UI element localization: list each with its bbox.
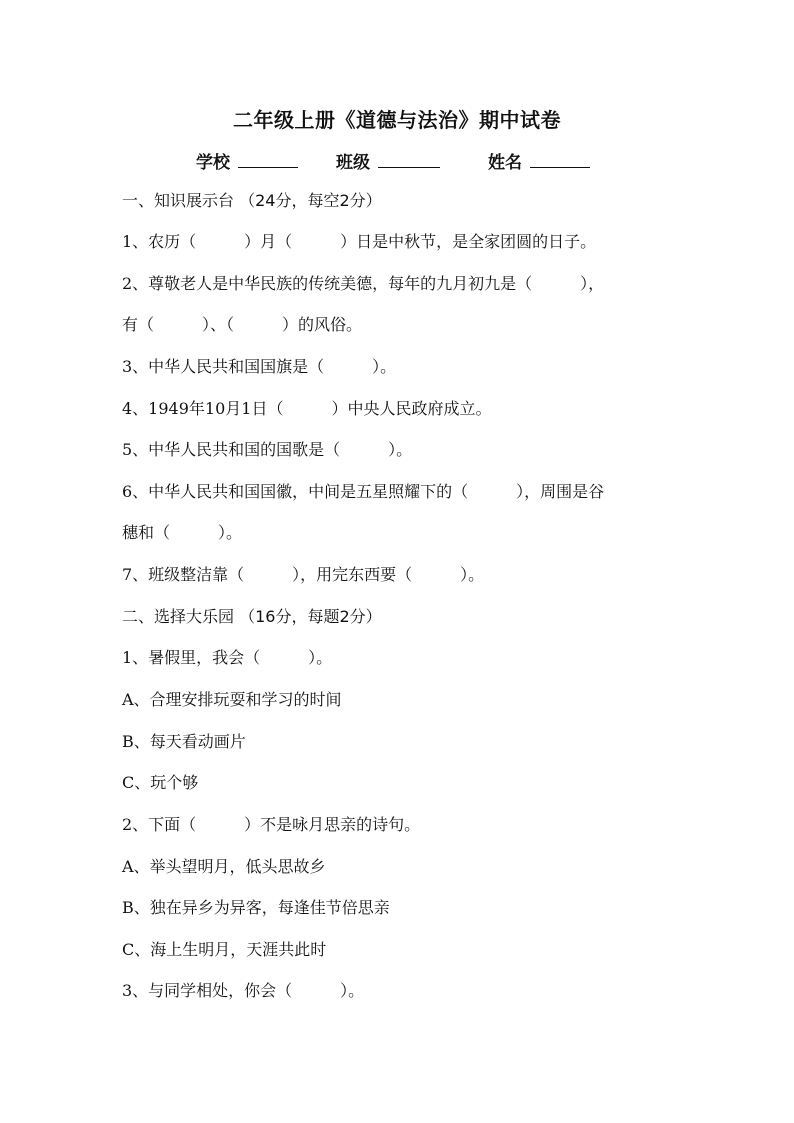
school-blank bbox=[238, 151, 298, 168]
question-line: 1、暑假里，我会（ ）。 bbox=[122, 648, 333, 667]
question-line: 2、下面（ ）不是咏月思亲的诗句。 bbox=[122, 815, 421, 834]
school-label: 学校 bbox=[196, 153, 230, 173]
option-line: C、玩个够 bbox=[122, 773, 199, 792]
option-line: A、合理安排玩耍和学习的时间 bbox=[122, 690, 342, 709]
section-1-heading: 一、知识展示台 （24分，每空2分） bbox=[122, 191, 382, 210]
class-label: 班级 bbox=[336, 153, 370, 173]
name-field bbox=[488, 148, 590, 173]
class-field bbox=[336, 148, 440, 173]
question-line: 2、尊敬老人是中华民族的传统美德，每年的九月初九是（ ）， bbox=[122, 274, 605, 293]
question-line: 3、与同学相处，你会（ ）。 bbox=[122, 981, 365, 1000]
question-line: 穗和（ ）。 bbox=[122, 523, 243, 542]
school-field bbox=[196, 148, 298, 173]
question-line: 1、农历（ ）月（ ）日是中秋节，是全家团圆的日子。 bbox=[122, 232, 597, 251]
option-line: C、海上生明月，天涯共此时 bbox=[122, 940, 327, 959]
question-line: 4、1949年10月1日（ ）中央人民政府成立。 bbox=[122, 399, 492, 418]
question-line: 6、中华人民共和国国徽，中间是五星照耀下的（ ），周围是谷 bbox=[122, 482, 605, 501]
option-line: B、独在异乡为异客，每逢佳节倍思亲 bbox=[122, 898, 390, 917]
option-line: B、每天看动画片 bbox=[122, 732, 246, 751]
question-line: 3、中华人民共和国国旗是（ ）。 bbox=[122, 357, 397, 376]
option-line: A、举头望明月，低头思故乡 bbox=[122, 857, 326, 876]
exam-title: 二年级上册《道德与法治》期中试卷 bbox=[233, 108, 561, 132]
class-blank bbox=[378, 151, 440, 168]
section-2-heading: 二、选择大乐园 （16分，每题2分） bbox=[122, 607, 382, 626]
name-blank bbox=[530, 151, 590, 168]
question-line: 5、中华人民共和国的国歌是（ ）。 bbox=[122, 440, 413, 459]
name-label: 姓名 bbox=[488, 153, 522, 173]
question-line: 有（ ）、（ ）的风俗。 bbox=[122, 315, 363, 334]
question-line: 7、班级整洁靠（ ），用完东西要（ ）。 bbox=[122, 565, 485, 584]
